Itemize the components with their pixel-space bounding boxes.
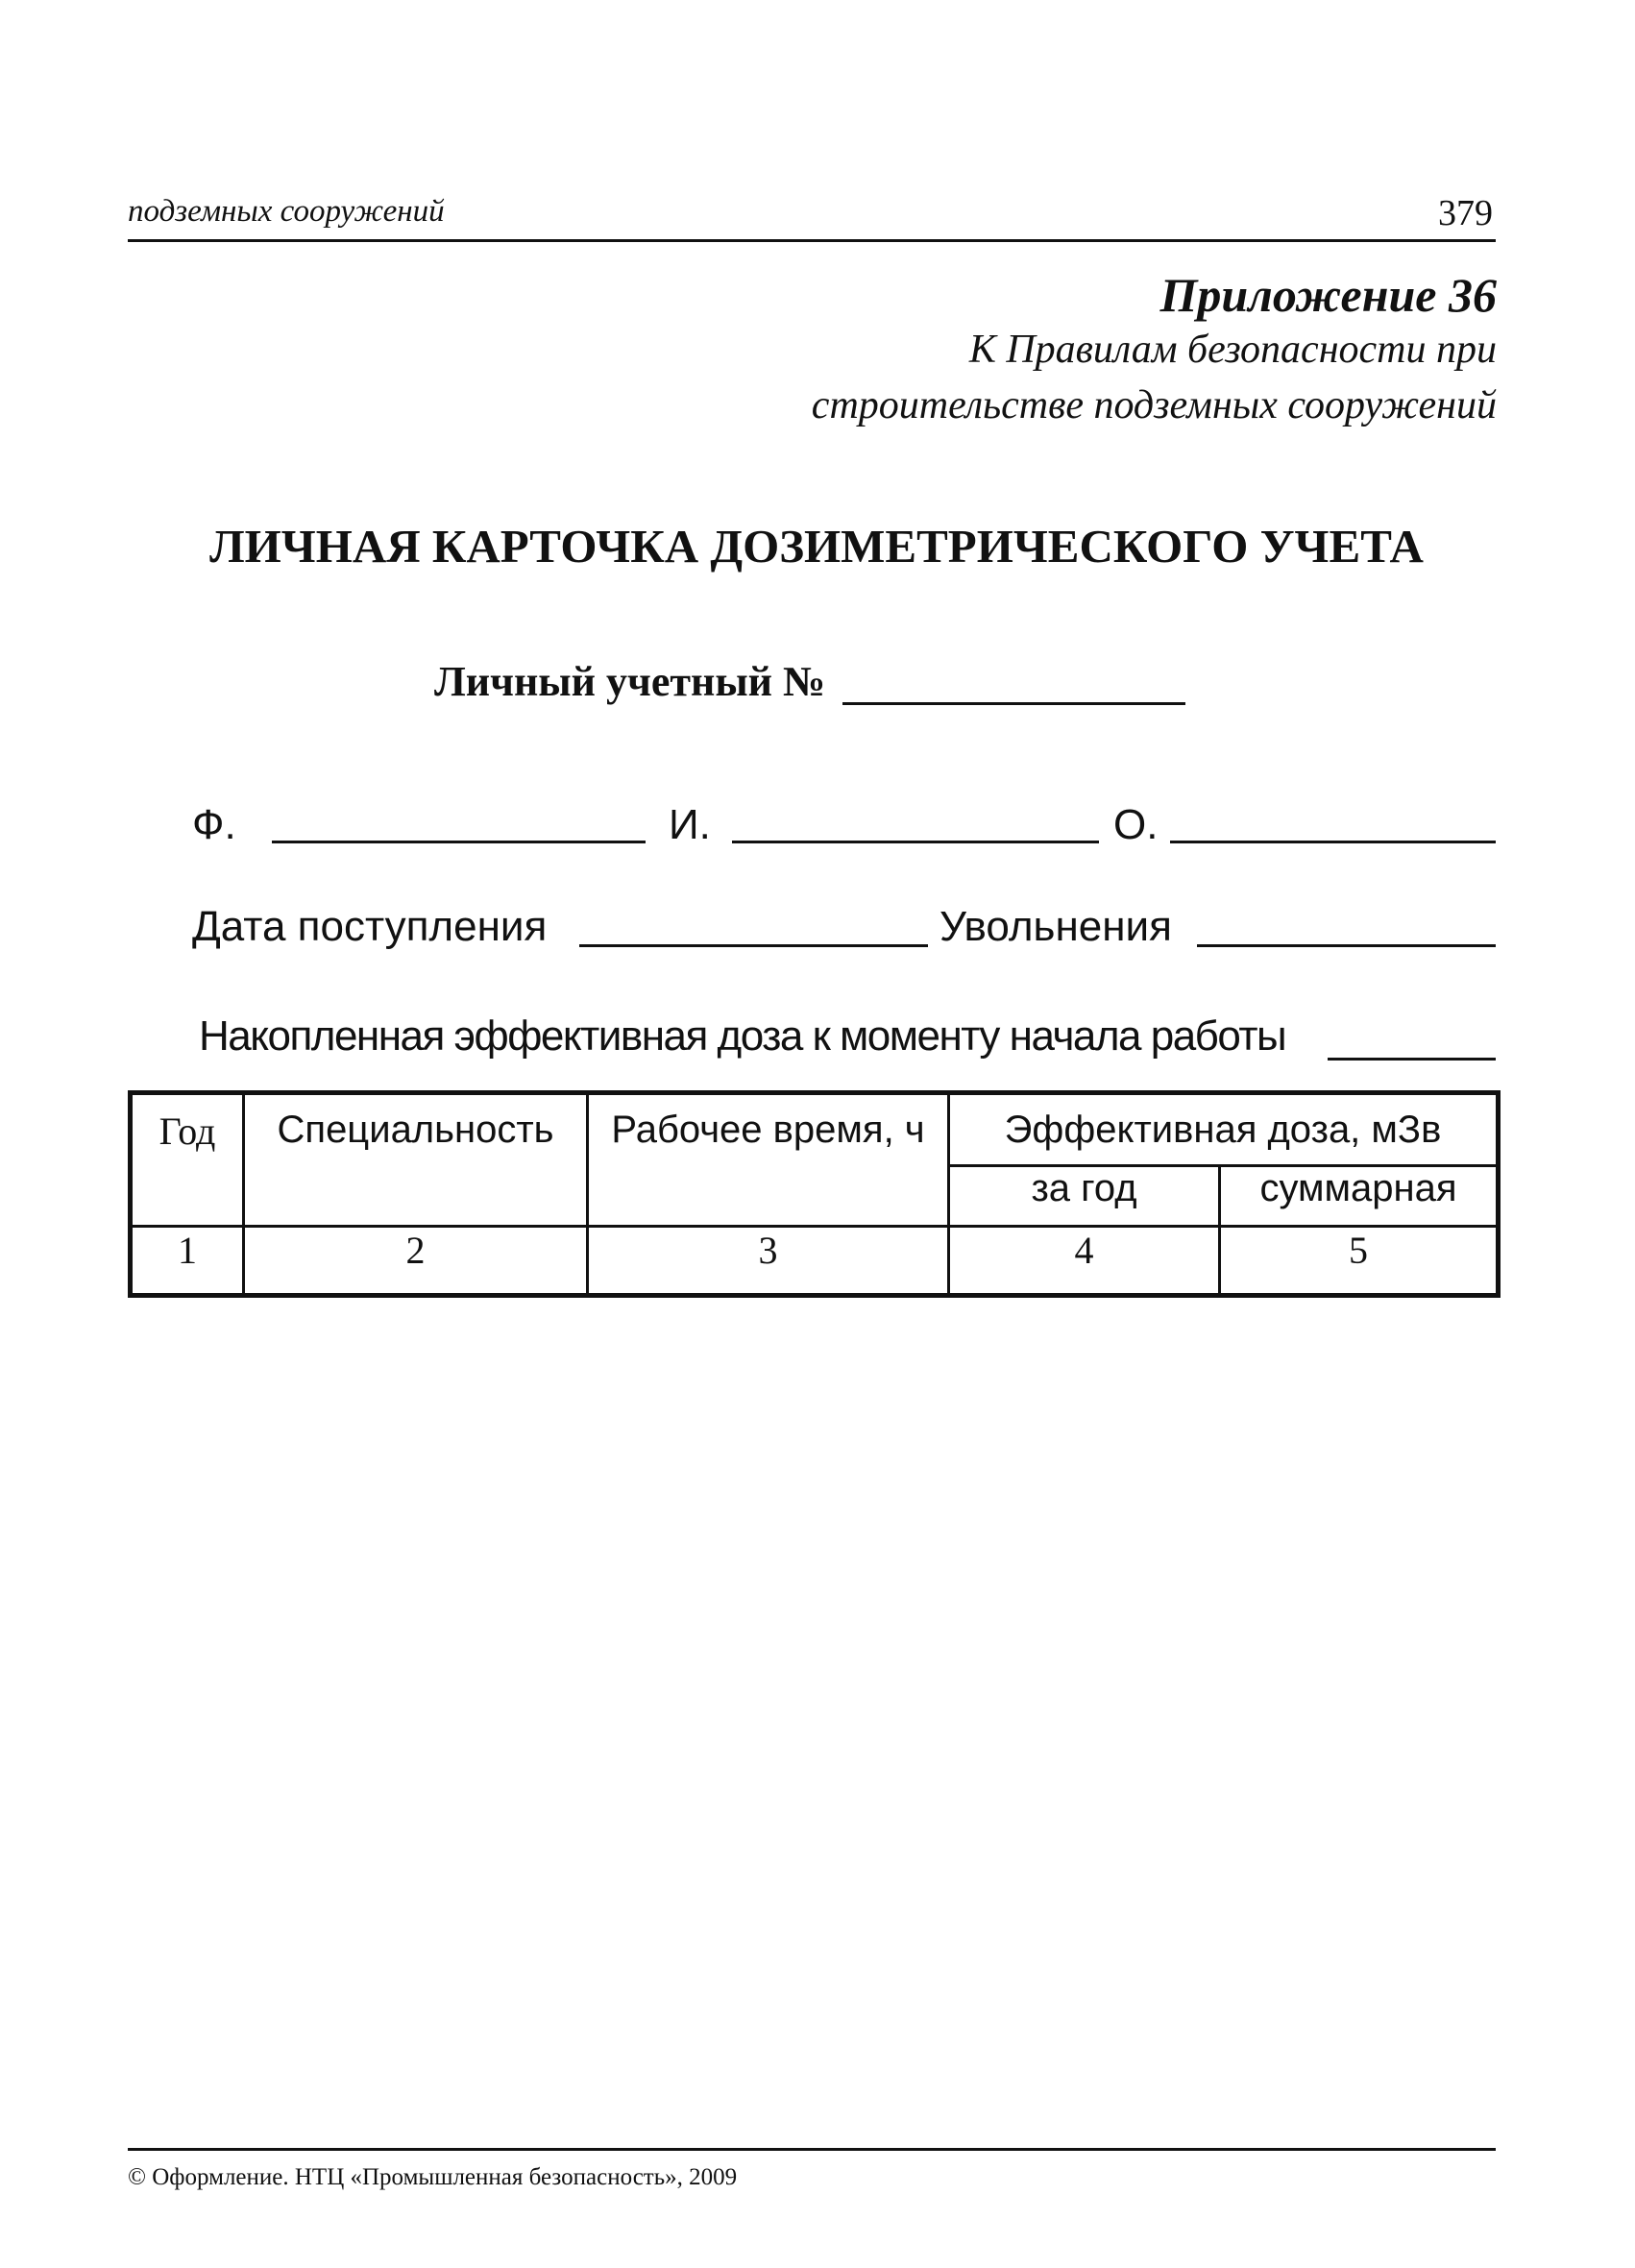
footer-copyright: © Оформление. НТЦ «Промышленная безопасность», 2009 bbox=[128, 2164, 738, 2190]
running-title: подземных сооружений bbox=[128, 194, 445, 229]
dosimetry-table bbox=[128, 1090, 1501, 1298]
name-blank bbox=[732, 841, 1099, 843]
hire-date-label: Дата поступления bbox=[192, 903, 548, 950]
header-rule bbox=[128, 239, 1496, 242]
column-number: 2 bbox=[244, 1227, 588, 1296]
name-label: И. bbox=[669, 801, 711, 848]
patronymic-label: О. bbox=[1113, 801, 1159, 848]
header-per-year: за год bbox=[949, 1166, 1220, 1227]
patronymic-blank bbox=[1170, 841, 1496, 843]
account-number-label: Личный учетный № bbox=[434, 658, 826, 705]
dismissal-label: Увольнения bbox=[940, 903, 1172, 950]
header-total: суммарная bbox=[1220, 1166, 1499, 1227]
surname-label: Ф. bbox=[192, 801, 236, 848]
appendix-reference-line-2: строительстве подземных сооружений bbox=[811, 383, 1497, 427]
column-number: 1 bbox=[131, 1227, 244, 1296]
table-header-row bbox=[131, 1093, 1499, 1166]
account-number-blank bbox=[842, 702, 1185, 705]
appendix-title: Приложение 36 bbox=[1159, 268, 1497, 322]
surname-blank bbox=[272, 841, 646, 843]
header-effective-dose: Эффективная доза, мЗв bbox=[949, 1093, 1499, 1166]
column-number: 3 bbox=[588, 1227, 949, 1296]
accumulated-dose-label: Накопленная эффективная доза к моменту начала работы bbox=[199, 1012, 1286, 1060]
document-title: ЛИЧНАЯ КАРТОЧКА ДОЗИМЕТРИЧЕСКОГО УЧЕТА bbox=[209, 520, 1424, 573]
appendix-reference-line-1: К Правилам безопасности при bbox=[968, 328, 1497, 372]
accumulated-dose-blank bbox=[1328, 1058, 1496, 1061]
header-specialty: Специальность bbox=[244, 1093, 588, 1227]
footer-rule bbox=[128, 2148, 1496, 2151]
hire-date-blank bbox=[579, 944, 928, 947]
column-number: 4 bbox=[949, 1227, 1220, 1296]
header-year: Год bbox=[131, 1093, 244, 1227]
dismissal-blank bbox=[1197, 944, 1496, 947]
page-number: 379 bbox=[1438, 193, 1493, 233]
table-row bbox=[131, 1227, 1499, 1296]
column-number: 5 bbox=[1220, 1227, 1499, 1296]
header-work-time: Рабочее время, ч bbox=[588, 1093, 949, 1227]
